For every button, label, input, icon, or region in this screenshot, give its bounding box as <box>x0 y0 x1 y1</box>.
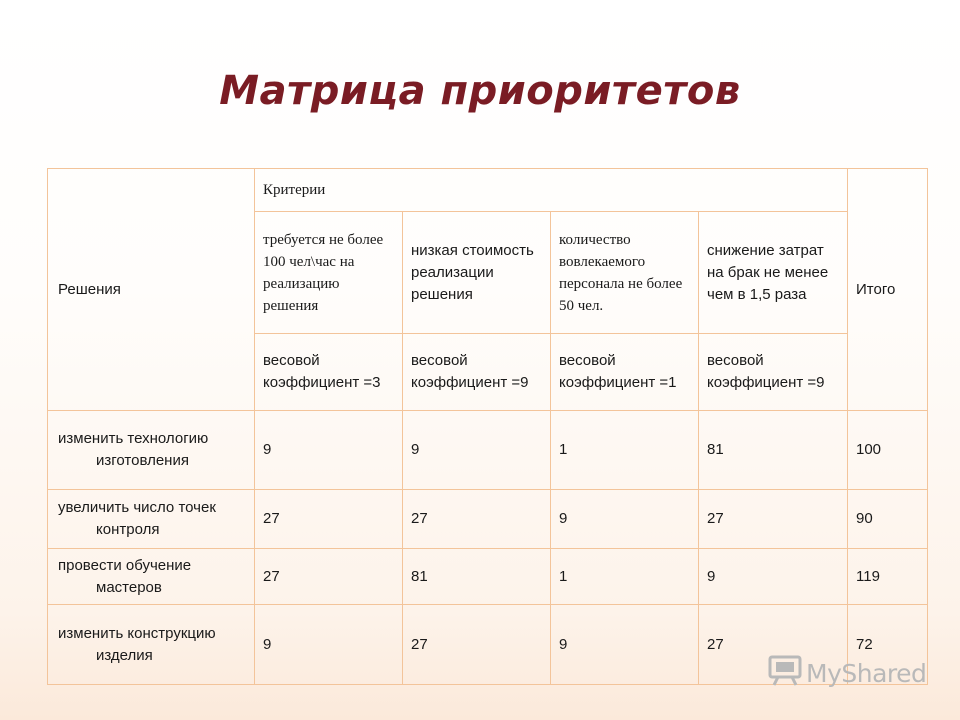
score-cell: 9 <box>255 605 403 685</box>
page-title: Матрица приоритетов <box>219 68 741 114</box>
weight-cell: весовой коэффициент =9 <box>699 334 848 411</box>
score-cell: 27 <box>699 605 848 685</box>
criterion-cell: низкая стоимость реализации решения <box>403 212 551 334</box>
total-cell: 119 <box>848 549 928 605</box>
score-cell: 27 <box>699 490 848 549</box>
presentation-icon <box>768 654 802 692</box>
criterion-cell: требуется не более 100 чел\час на реализацию решения <box>255 212 403 334</box>
weight-cell: весовой коэффициент =3 <box>255 334 403 411</box>
decision-label: изменить технологию изготовления <box>48 411 255 490</box>
score-cell: 81 <box>699 411 848 490</box>
score-cell: 9 <box>403 411 551 490</box>
score-cell: 27 <box>403 490 551 549</box>
table-row <box>48 411 928 490</box>
score-cell: 1 <box>551 411 699 490</box>
score-cell: 9 <box>551 605 699 685</box>
criteria-header: Критерии <box>255 169 848 212</box>
score-cell: 9 <box>551 490 699 549</box>
myshared-logo <box>768 654 926 692</box>
total-cell: 100 <box>848 411 928 490</box>
criterion-cell: количество вовлекаемого персонала не более 50 чел. <box>551 212 699 334</box>
weight-cell: весовой коэффициент =9 <box>403 334 551 411</box>
total-cell: 90 <box>848 490 928 549</box>
criterion-cell: снижение затрат на брак не менее чем в 1,5 раза <box>699 212 848 334</box>
weight-cell: весовой коэффициент =1 <box>551 334 699 411</box>
score-cell: 9 <box>699 549 848 605</box>
score-cell: 27 <box>255 549 403 605</box>
table-row <box>48 490 928 549</box>
table-row <box>48 549 928 605</box>
priority-matrix-table <box>47 168 928 685</box>
watermark-text: MyShared <box>806 658 927 688</box>
total-header: Итого <box>848 169 928 411</box>
decision-label: увеличить число точек контроля <box>48 490 255 549</box>
decision-label: провести обучение мастеров <box>48 549 255 605</box>
score-cell: 81 <box>403 549 551 605</box>
score-cell: 9 <box>255 411 403 490</box>
total-cell: 72 <box>848 605 928 685</box>
decision-label: изменить конструкцию изделия <box>48 605 255 685</box>
score-cell: 1 <box>551 549 699 605</box>
score-cell: 27 <box>255 490 403 549</box>
score-cell: 27 <box>403 605 551 685</box>
decisions-header: Решения <box>48 169 255 411</box>
